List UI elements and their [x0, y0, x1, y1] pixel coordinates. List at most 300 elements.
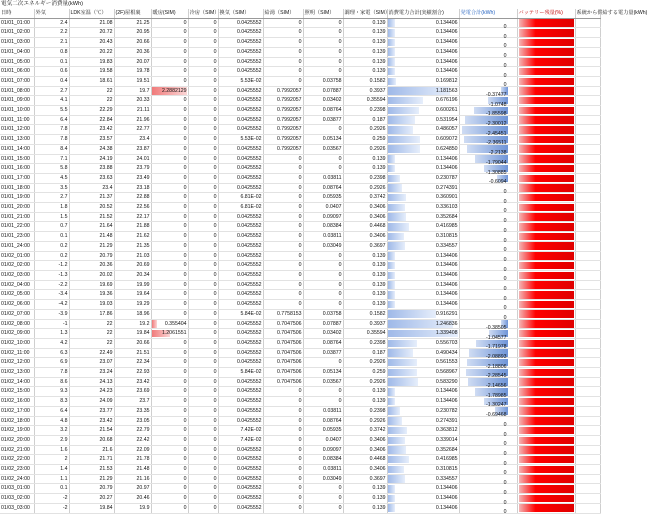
- cell-outdoor[interactable]: 2: [34, 455, 69, 465]
- cell-ldk-temp[interactable]: 20.43: [69, 38, 114, 48]
- cell-lighting[interactable]: 0.08764: [303, 183, 343, 193]
- cell-cooling[interactable]: 0: [188, 144, 218, 154]
- cell-lighting[interactable]: 0: [303, 38, 343, 48]
- cell-heating[interactable]: 0: [151, 377, 188, 387]
- cell-ldk-temp[interactable]: 21.08: [69, 18, 114, 28]
- cell-grid-supply[interactable]: [575, 173, 600, 183]
- cell-outdoor[interactable]: 4.5: [34, 173, 69, 183]
- cell-ventilation[interactable]: 0.0425552: [218, 222, 263, 232]
- cell-datetime[interactable]: 01/01_14:00: [0, 144, 34, 154]
- cell-cooking[interactable]: 0.2926: [343, 358, 387, 368]
- cell-ventilation[interactable]: 0.0425552: [218, 38, 263, 48]
- cell-datetime[interactable]: 01/02_10:00: [0, 338, 34, 348]
- cell-consumption[interactable]: [387, 445, 459, 455]
- cell-heating[interactable]: 0: [151, 67, 188, 77]
- cell-datetime[interactable]: 01/01_09:00: [0, 96, 34, 106]
- cell-battery[interactable]: [517, 222, 575, 232]
- cell-grid-supply[interactable]: [575, 270, 600, 280]
- cell-cooking[interactable]: 0.139: [343, 397, 387, 407]
- cell-battery[interactable]: [517, 106, 575, 116]
- cell-consumption[interactable]: [387, 319, 459, 329]
- cell-battery[interactable]: [517, 455, 575, 465]
- cell-heating[interactable]: 0: [151, 232, 188, 242]
- cell-datetime[interactable]: 01/03_02:00: [0, 494, 34, 504]
- cell-grid-supply[interactable]: [575, 76, 600, 86]
- cell-hot-water[interactable]: 0: [263, 18, 303, 28]
- cell-outdoor[interactable]: -1.2: [34, 261, 69, 271]
- cell-ventilation[interactable]: 0.0425552: [218, 455, 263, 465]
- cell-consumption[interactable]: [387, 38, 459, 48]
- cell-grid-supply[interactable]: [575, 426, 600, 436]
- cell-heating[interactable]: 0: [151, 212, 188, 222]
- cell-ldk-temp[interactable]: 23.77: [69, 406, 114, 416]
- cell-datetime[interactable]: 01/01_05:00: [0, 57, 34, 67]
- cell-ldk-temp[interactable]: 21.54: [69, 426, 114, 436]
- cell-cooling[interactable]: 0: [188, 183, 218, 193]
- cell-grid-supply[interactable]: [575, 67, 600, 77]
- cell-cooking[interactable]: 0.2398: [343, 106, 387, 116]
- cell-grid-supply[interactable]: [575, 96, 600, 106]
- cell-battery[interactable]: [517, 329, 575, 339]
- cell-generation[interactable]: [459, 455, 517, 465]
- cell-heating[interactable]: 0: [151, 57, 188, 67]
- cell-ventilation[interactable]: 0.0425552: [218, 300, 263, 310]
- cell-lighting[interactable]: 0: [303, 18, 343, 28]
- cell-battery[interactable]: [517, 18, 575, 28]
- cell-cooling[interactable]: 0: [188, 309, 218, 319]
- cell-generation[interactable]: [459, 474, 517, 487]
- cell-consumption[interactable]: [387, 270, 459, 280]
- cell-ventilation[interactable]: 0.0425552: [218, 290, 263, 300]
- cell-consumption[interactable]: [387, 251, 459, 261]
- cell-lighting[interactable]: 0.03811: [303, 232, 343, 242]
- cell-attic[interactable]: 23.42: [114, 377, 151, 387]
- cell-lighting[interactable]: 0: [303, 125, 343, 135]
- cell-cooling[interactable]: 0: [188, 47, 218, 57]
- cell-ventilation[interactable]: 0.0425552: [218, 164, 263, 174]
- cell-outdoor[interactable]: 0.1: [34, 484, 69, 494]
- cell-battery[interactable]: [517, 445, 575, 455]
- cell-hot-water[interactable]: 0: [263, 406, 303, 416]
- cell-heating[interactable]: 0: [151, 280, 188, 290]
- cell-generation[interactable]: [459, 290, 517, 300]
- cell-lighting[interactable]: 0.03877: [303, 348, 343, 358]
- cell-generation[interactable]: [459, 465, 517, 475]
- cell-hot-water[interactable]: 0: [263, 212, 303, 222]
- cell-hot-water[interactable]: 0: [263, 203, 303, 213]
- cell-outdoor[interactable]: 1.6: [34, 445, 69, 455]
- cell-grid-supply[interactable]: [575, 47, 600, 57]
- cell-battery[interactable]: [517, 47, 575, 57]
- cell-datetime[interactable]: 01/02_22:00: [0, 455, 34, 465]
- cell-hot-water[interactable]: 0: [263, 241, 303, 251]
- cell-consumption[interactable]: [387, 416, 459, 426]
- cell-ventilation[interactable]: 0.0425552: [218, 86, 263, 96]
- cell-ldk-temp[interactable]: 21.71: [69, 455, 114, 465]
- cell-ldk-temp[interactable]: 21.6: [69, 445, 114, 455]
- cell-cooking[interactable]: 0.35594: [343, 329, 387, 339]
- cell-outdoor[interactable]: 1.4: [34, 465, 69, 475]
- cell-heating[interactable]: 0: [151, 96, 188, 106]
- cell-grid-supply[interactable]: [575, 435, 600, 445]
- cell-cooking[interactable]: 0.139: [343, 154, 387, 164]
- cell-ldk-temp[interactable]: 19.03: [69, 300, 114, 310]
- cell-generation[interactable]: [459, 445, 517, 455]
- cell-grid-supply[interactable]: [575, 57, 600, 67]
- cell-generation[interactable]: [459, 193, 517, 203]
- cell-grid-supply[interactable]: [575, 494, 600, 504]
- cell-ventilation[interactable]: 0.0425552: [218, 397, 263, 407]
- cell-battery[interactable]: [517, 57, 575, 67]
- cell-ventilation[interactable]: 0.0425552: [218, 465, 263, 475]
- cell-lighting[interactable]: 0: [303, 261, 343, 271]
- cell-cooling[interactable]: 0: [188, 300, 218, 310]
- cell-ldk-temp[interactable]: 20.79: [69, 251, 114, 261]
- cell-cooling[interactable]: 0: [188, 164, 218, 174]
- cell-lighting[interactable]: 0.05134: [303, 135, 343, 145]
- cell-attic[interactable]: 19.64: [114, 290, 151, 300]
- cell-lighting[interactable]: 0.08764: [303, 416, 343, 426]
- cell-grid-supply[interactable]: [575, 222, 600, 232]
- cell-hot-water[interactable]: 0.7047506: [263, 377, 303, 387]
- cell-cooling[interactable]: 0: [188, 387, 218, 397]
- cell-datetime[interactable]: 01/02_11:00: [0, 348, 34, 358]
- cell-datetime[interactable]: 01/01_22:00: [0, 222, 34, 232]
- cell-cooking[interactable]: 0.3406: [343, 212, 387, 222]
- cell-grid-supply[interactable]: [575, 309, 600, 319]
- cell-lighting[interactable]: 0.03811: [303, 173, 343, 183]
- cell-ventilation[interactable]: 0.0425552: [218, 445, 263, 455]
- cell-attic[interactable]: 19.99: [114, 280, 151, 290]
- col-header-ldk-temp[interactable]: LDK室温（℃）: [69, 9, 114, 18]
- cell-cooling[interactable]: 0: [188, 86, 218, 96]
- cell-ldk-temp[interactable]: 20.22: [69, 47, 114, 57]
- cell-cooling[interactable]: 0: [188, 251, 218, 261]
- cell-cooling[interactable]: 0: [188, 232, 218, 242]
- cell-grid-supply[interactable]: [575, 503, 600, 513]
- cell-grid-supply[interactable]: [575, 144, 600, 154]
- cell-ventilation[interactable]: 0.0425552: [218, 416, 263, 426]
- cell-datetime[interactable]: 01/02_23:00: [0, 465, 34, 475]
- cell-cooking[interactable]: 0.3697: [343, 474, 387, 484]
- cell-generation[interactable]: [459, 76, 517, 89]
- cell-datetime[interactable]: 01/02_01:00: [0, 251, 34, 261]
- cell-hot-water[interactable]: 0.7992057: [263, 125, 303, 135]
- cell-cooking[interactable]: 0.2926: [343, 183, 387, 193]
- cell-hot-water[interactable]: 0: [263, 484, 303, 494]
- cell-ventilation[interactable]: 0.0425552: [218, 67, 263, 77]
- cell-ldk-temp[interactable]: 19.69: [69, 280, 114, 290]
- cell-attic[interactable]: 21.16: [114, 474, 151, 484]
- cell-heating[interactable]: 0: [151, 173, 188, 183]
- cell-grid-supply[interactable]: [575, 397, 600, 407]
- cell-grid-supply[interactable]: [575, 465, 600, 475]
- cell-consumption[interactable]: [387, 406, 459, 416]
- cell-heating[interactable]: [151, 329, 188, 339]
- cell-ventilation[interactable]: 0.0425552: [218, 338, 263, 348]
- cell-attic[interactable]: 21.35: [114, 241, 151, 251]
- cell-ldk-temp[interactable]: 22: [69, 86, 114, 96]
- cell-heating[interactable]: 0: [151, 222, 188, 232]
- cell-outdoor[interactable]: 6.4: [34, 406, 69, 416]
- cell-battery[interactable]: [517, 309, 575, 319]
- cell-datetime[interactable]: 01/02_08:00: [0, 319, 34, 329]
- col-header-cooking[interactable]: 調理・家電（SIM）: [343, 9, 387, 18]
- cell-generation[interactable]: [459, 309, 517, 322]
- cell-ventilation[interactable]: 0.0425552: [218, 319, 263, 329]
- cell-heating[interactable]: 0: [151, 241, 188, 251]
- cell-datetime[interactable]: 01/01_06:00: [0, 67, 34, 77]
- cell-heating[interactable]: 0: [151, 338, 188, 348]
- cell-hot-water[interactable]: 0: [263, 193, 303, 203]
- cell-generation[interactable]: [459, 57, 517, 67]
- cell-lighting[interactable]: 0.09097: [303, 445, 343, 455]
- cell-attic[interactable]: 21.96: [114, 115, 151, 125]
- cell-attic[interactable]: 22.34: [114, 358, 151, 368]
- cell-heating[interactable]: 0: [151, 251, 188, 261]
- cell-heating[interactable]: 0: [151, 406, 188, 416]
- cell-ventilation[interactable]: 0.0425552: [218, 358, 263, 368]
- cell-heating[interactable]: 0: [151, 106, 188, 116]
- cell-generation[interactable]: [459, 270, 517, 283]
- cell-grid-supply[interactable]: [575, 135, 600, 145]
- cell-generation[interactable]: [459, 203, 517, 213]
- cell-consumption[interactable]: [387, 193, 459, 203]
- cell-cooking[interactable]: 0.139: [343, 484, 387, 494]
- cell-datetime[interactable]: 01/02_14:00: [0, 377, 34, 387]
- cell-attic[interactable]: 24.01: [114, 154, 151, 164]
- cell-cooking[interactable]: 0.3937: [343, 319, 387, 329]
- cell-hot-water[interactable]: 0: [263, 154, 303, 164]
- cell-grid-supply[interactable]: [575, 406, 600, 416]
- cell-cooking[interactable]: 0.139: [343, 280, 387, 290]
- cell-heating[interactable]: 0: [151, 445, 188, 455]
- cell-grid-supply[interactable]: [575, 455, 600, 465]
- col-header-consumption[interactable]: 消費電力合計(実績割合): [387, 9, 459, 18]
- cell-outdoor[interactable]: 1.3: [34, 329, 69, 339]
- cell-hot-water[interactable]: 0.7758153: [263, 309, 303, 319]
- cell-cooking[interactable]: 0.3406: [343, 435, 387, 445]
- cell-consumption[interactable]: [387, 28, 459, 38]
- cell-outdoor[interactable]: 2.4: [34, 18, 69, 28]
- cell-generation[interactable]: [459, 484, 517, 494]
- cell-ventilation[interactable]: 0.0425552: [218, 96, 263, 106]
- cell-ldk-temp[interactable]: 23.4: [69, 183, 114, 193]
- cell-battery[interactable]: [517, 494, 575, 504]
- cell-grid-supply[interactable]: [575, 193, 600, 203]
- cell-generation[interactable]: [459, 212, 517, 225]
- cell-heating[interactable]: 0: [151, 28, 188, 38]
- cell-lighting[interactable]: 0: [303, 397, 343, 407]
- cell-grid-supply[interactable]: [575, 300, 600, 310]
- cell-ventilation[interactable]: 0.0425552: [218, 212, 263, 222]
- cell-ventilation[interactable]: 0.0425552: [218, 387, 263, 397]
- cell-outdoor[interactable]: -3.9: [34, 309, 69, 319]
- cell-grid-supply[interactable]: [575, 154, 600, 164]
- cell-ldk-temp[interactable]: 19.83: [69, 57, 114, 67]
- cell-grid-supply[interactable]: [575, 241, 600, 251]
- cell-hot-water[interactable]: 0.7992057: [263, 96, 303, 106]
- cell-attic[interactable]: 22.79: [114, 426, 151, 436]
- cell-hot-water[interactable]: 0: [263, 416, 303, 426]
- cell-ldk-temp[interactable]: 22.84: [69, 115, 114, 125]
- cell-cooking[interactable]: 0.35594: [343, 96, 387, 106]
- cell-cooling[interactable]: 0: [188, 484, 218, 494]
- cell-ldk-temp[interactable]: 23.07: [69, 358, 114, 368]
- cell-battery[interactable]: [517, 261, 575, 271]
- cell-hot-water[interactable]: 0.7047506: [263, 338, 303, 348]
- cell-hot-water[interactable]: 0: [263, 173, 303, 183]
- col-header-attic[interactable]: (2F)屋根裏: [114, 9, 151, 18]
- col-header-generation[interactable]: 発電合計(kWh): [459, 9, 517, 18]
- cell-cooling[interactable]: 0: [188, 426, 218, 436]
- cell-ldk-temp[interactable]: 17.86: [69, 309, 114, 319]
- cell-battery[interactable]: [517, 164, 575, 174]
- cell-hot-water[interactable]: 0.7992057: [263, 86, 303, 96]
- cell-attic[interactable]: 22.42: [114, 435, 151, 445]
- cell-hot-water[interactable]: 0: [263, 251, 303, 261]
- cell-consumption[interactable]: [387, 57, 459, 67]
- col-header-cooling[interactable]: 冷房（SIM）: [188, 9, 218, 18]
- cell-grid-supply[interactable]: [575, 212, 600, 222]
- cell-heating[interactable]: 0: [151, 144, 188, 154]
- cell-heating[interactable]: 0: [151, 435, 188, 445]
- cell-battery[interactable]: [517, 125, 575, 135]
- cell-lighting[interactable]: 0: [303, 494, 343, 504]
- cell-datetime[interactable]: 01/02_21:00: [0, 445, 34, 455]
- cell-consumption[interactable]: [387, 435, 459, 445]
- cell-cooking[interactable]: 0.139: [343, 67, 387, 77]
- col-header-grid-supply[interactable]: 系統から供給する電力量(kWh): [575, 9, 600, 18]
- cell-hot-water[interactable]: 0.7047506: [263, 358, 303, 368]
- cell-battery[interactable]: [517, 426, 575, 436]
- cell-ventilation[interactable]: 0.0425552: [218, 232, 263, 242]
- cell-cooling[interactable]: 0: [188, 416, 218, 426]
- cell-cooking[interactable]: 0.259: [343, 368, 387, 378]
- cell-datetime[interactable]: 01/02_16:00: [0, 397, 34, 407]
- cell-cooling[interactable]: 0: [188, 115, 218, 125]
- cell-ldk-temp[interactable]: 22: [69, 338, 114, 348]
- cell-cooking[interactable]: 0.139: [343, 290, 387, 300]
- cell-cooking[interactable]: 0.3937: [343, 86, 387, 96]
- cell-ventilation[interactable]: 0.0425552: [218, 125, 263, 135]
- cell-outdoor[interactable]: 0.1: [34, 57, 69, 67]
- cell-datetime[interactable]: 01/03_01:00: [0, 484, 34, 494]
- cell-ventilation[interactable]: 0.0425552: [218, 57, 263, 67]
- cell-attic[interactable]: 20.69: [114, 261, 151, 271]
- cell-lighting[interactable]: 0: [303, 154, 343, 164]
- cell-datetime[interactable]: 01/01_10:00: [0, 106, 34, 116]
- cell-hot-water[interactable]: 0: [263, 503, 303, 513]
- cell-cooling[interactable]: 0: [188, 445, 218, 455]
- cell-lighting[interactable]: 0.03758: [303, 309, 343, 319]
- cell-ventilation[interactable]: 7.42E-02: [218, 426, 263, 436]
- cell-ldk-temp[interactable]: 19.84: [69, 503, 114, 513]
- cell-cooling[interactable]: 0: [188, 76, 218, 86]
- cell-heating[interactable]: 0: [151, 38, 188, 48]
- cell-attic[interactable]: 20.95: [114, 28, 151, 38]
- cell-consumption[interactable]: [387, 144, 459, 154]
- cell-datetime[interactable]: 01/02_04:00: [0, 280, 34, 290]
- cell-grid-supply[interactable]: [575, 358, 600, 368]
- cell-cooking[interactable]: 0.2398: [343, 406, 387, 416]
- cell-hot-water[interactable]: 0: [263, 445, 303, 455]
- cell-consumption[interactable]: [387, 387, 459, 397]
- cell-attic[interactable]: 20.36: [114, 47, 151, 57]
- cell-attic[interactable]: 23.05: [114, 416, 151, 426]
- cell-datetime[interactable]: 01/02_18:00: [0, 416, 34, 426]
- cell-heating[interactable]: 0: [151, 115, 188, 125]
- cell-datetime[interactable]: 01/01_17:00: [0, 173, 34, 183]
- cell-outdoor[interactable]: 1.1: [34, 474, 69, 484]
- cell-lighting[interactable]: 0.03811: [303, 406, 343, 416]
- cell-cooking[interactable]: 0.3406: [343, 203, 387, 213]
- cell-consumption[interactable]: [387, 338, 459, 348]
- cell-battery[interactable]: [517, 319, 575, 329]
- cell-battery[interactable]: [517, 338, 575, 348]
- cell-lighting[interactable]: 0.03567: [303, 377, 343, 387]
- cell-datetime[interactable]: 01/03_03:00: [0, 503, 34, 513]
- cell-lighting[interactable]: 0: [303, 251, 343, 261]
- cell-generation[interactable]: [459, 426, 517, 436]
- cell-hot-water[interactable]: 0: [263, 232, 303, 242]
- cell-consumption[interactable]: [387, 329, 459, 339]
- cell-hot-water[interactable]: 0.7992057: [263, 106, 303, 116]
- cell-cooling[interactable]: 0: [188, 348, 218, 358]
- cell-attic[interactable]: 23.4: [114, 135, 151, 145]
- cell-datetime[interactable]: 01/01_02:00: [0, 28, 34, 38]
- cell-heating[interactable]: 0: [151, 397, 188, 407]
- cell-consumption[interactable]: [387, 212, 459, 222]
- cell-attic[interactable]: 19.78: [114, 67, 151, 77]
- cell-battery[interactable]: [517, 251, 575, 261]
- cell-cooking[interactable]: 0.139: [343, 57, 387, 67]
- cell-datetime[interactable]: 01/01_23:00: [0, 232, 34, 242]
- cell-datetime[interactable]: 01/01_18:00: [0, 183, 34, 193]
- cell-datetime[interactable]: 01/02_09:00: [0, 329, 34, 339]
- cell-hot-water[interactable]: 0.7047506: [263, 329, 303, 339]
- cell-lighting[interactable]: 0: [303, 280, 343, 290]
- cell-ldk-temp[interactable]: 21.48: [69, 232, 114, 242]
- cell-ventilation[interactable]: 0.0425552: [218, 348, 263, 358]
- cell-hot-water[interactable]: 0: [263, 494, 303, 504]
- cell-attic[interactable]: 20.46: [114, 494, 151, 504]
- cell-datetime[interactable]: 01/02_20:00: [0, 435, 34, 445]
- cell-hot-water[interactable]: 0: [263, 183, 303, 193]
- cell-hot-water[interactable]: 0.7992057: [263, 115, 303, 125]
- cell-cooking[interactable]: 0.139: [343, 300, 387, 310]
- cell-heating[interactable]: 0: [151, 164, 188, 174]
- cell-cooking[interactable]: 0.3697: [343, 241, 387, 251]
- cell-ldk-temp[interactable]: 20.36: [69, 261, 114, 271]
- cell-attic[interactable]: 19.84: [114, 329, 151, 339]
- cell-lighting[interactable]: 0.03758: [303, 76, 343, 86]
- cell-consumption[interactable]: [387, 455, 459, 465]
- cell-outdoor[interactable]: 4.1: [34, 96, 69, 106]
- cell-cooking[interactable]: 0.4468: [343, 222, 387, 232]
- cell-grid-supply[interactable]: [575, 280, 600, 290]
- cell-attic[interactable]: 23.69: [114, 387, 151, 397]
- cell-ventilation[interactable]: 0.0425552: [218, 106, 263, 116]
- cell-battery[interactable]: [517, 38, 575, 48]
- cell-attic[interactable]: 21.48: [114, 465, 151, 475]
- cell-heating[interactable]: 0: [151, 455, 188, 465]
- cell-ventilation[interactable]: 0.0425552: [218, 494, 263, 504]
- cell-cooling[interactable]: 0: [188, 329, 218, 339]
- cell-lighting[interactable]: 0.08764: [303, 106, 343, 116]
- cell-attic[interactable]: 22.56: [114, 203, 151, 213]
- cell-cooking[interactable]: 0.2398: [343, 173, 387, 183]
